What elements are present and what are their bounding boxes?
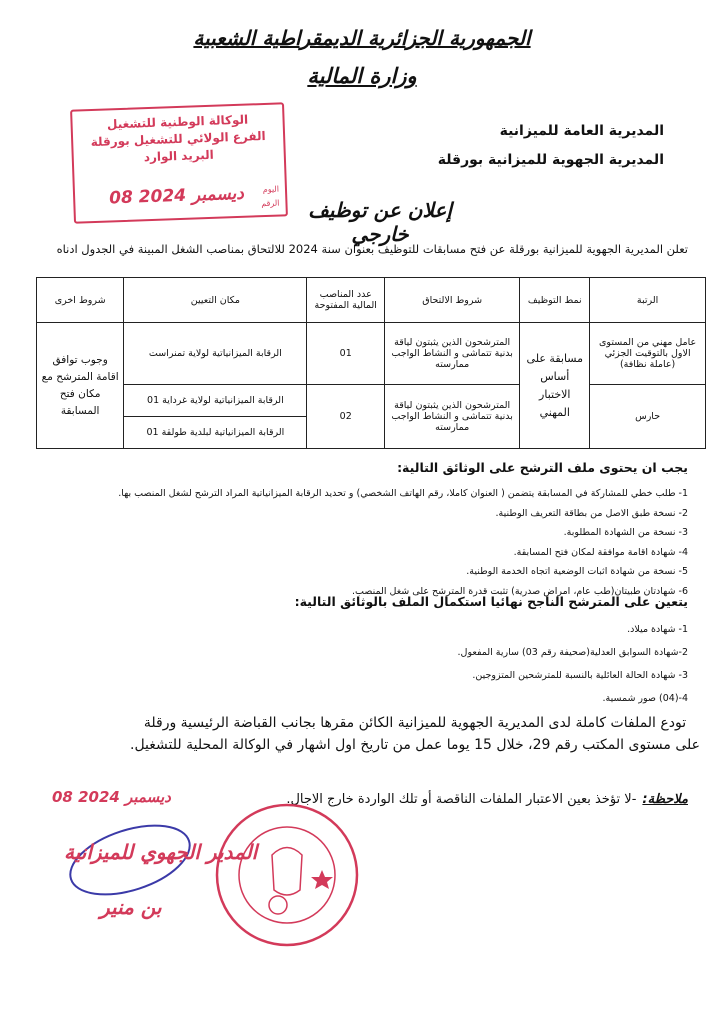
signature-title: المدير الجهوي للميزانية [64,840,258,864]
general-directorate: المديرية العامة للميزانية [499,123,664,139]
stamp-line-3: البريد الوارد [143,147,214,165]
signature-name: بن منير [100,895,162,919]
mode-cell: مسابقة على أساس الاختبار المهني [520,323,590,449]
count-cell: 02 [307,385,385,449]
list-item: 4-(04) صور شمسية. [602,693,688,704]
incoming-mail-stamp [70,102,288,223]
deposit-paragraph: تودع الملفات كاملة لدى المديرية الجهوية للميزانية الكائن مقرها بجانب القباضة الرئيسية ورقلة على مستوى المكتب رقم 29، خلال 15 يوما عمل من تاريخ اول اشهار في الوكالة المحلية للتشغيل. [130,715,700,753]
list-item: 3- شهادة الحالة العائلية بالنسبة للمترشحين المتزوجين. [472,670,688,681]
place-cell: الرقابة الميزانياتية لولاية غرداية 01 [124,385,307,417]
condition-cell: المترشحون الذين يثبتون لياقة بدنية تتماشى و النشاط الواجب ممارسته [384,385,519,449]
stamp-line-2: الفرع الولائي للتشغيل بورقلة [90,128,266,150]
final-docs-heading: يتعين على المترشح الناجح نهائيا استكمال الملف بالوثائق التالية: [294,594,688,609]
intro-paragraph: تعلن المديرية الجهوية للميزانية بورقلة عن فتح مسابقات للتوظيف بعنوان سنة 2024 للالتحاق بمناصب الشغل المبينة في الجدول ادناه [56,242,688,256]
table-row [37,323,706,385]
positions-table [36,277,706,449]
regional-directorate: المديرية الجهوية للميزانية بورقلة [437,152,664,168]
condition-cell: المترشحون الذين يثبتون لياقة بدنية تتماشى و النشاط الواجب ممارسته [384,323,519,385]
note-label: ملاحظة: [642,792,688,807]
col-header-count: عدد المناصب المالية المفتوحة [307,278,385,323]
stamp-number-label: الرقم [261,198,280,209]
count-cell: 01 [307,323,385,385]
list-item: 2- نسخة طبق الاصل من بطاقة التعريف الوطنية. [495,507,688,519]
signature-date: 08 ديسمبر 2024 [52,788,171,806]
col-header-other: شروط اخرى [37,278,124,323]
republic-header: الجمهورية الجزائرية الديمقراطية الشعبية [193,26,531,50]
col-header-conditions: شروط الالتحاق [384,278,519,323]
stamp-date: 08 ديسمبر 2024 [108,183,245,209]
col-header-rank: الرتبة [590,278,706,323]
list-item: 6- شهادتان طبيتان(طب عام، امراض صدرية) تثبت قدرة المترشح على شغل المنصب. [352,585,688,597]
list-item: 4- شهادة اقامة موافقة لمكان فتح المسابقة. [513,546,688,558]
requirements-list [28,484,688,601]
requirements-heading: يجب ان يحتوى ملف الترشح على الوثائق التالية: [397,460,688,475]
stamp-day-label: اليوم [262,184,280,195]
official-round-seal [212,800,362,950]
list-item: 3- نسخة من الشهادة المطلوبة. [563,527,688,538]
final-docs-list [28,618,688,710]
table-header-row [37,278,706,323]
col-header-place: مكان التعيين [124,278,307,323]
ministry-header: وزارة المالية [307,64,417,88]
list-item: 5- نسخة من شهادة اثبات الوضعية اتجاه الخدمة الوطنية. [466,566,688,577]
table-row [37,385,706,417]
other-conditions-cell: وجوب توافق اقامة المترشح مع مكان فتح المسابقة [37,323,124,449]
place-cell: الرقابة الميزانياتية لولاية تمنراست [124,323,307,385]
rank-cell: عامل مهني من المستوى الاول بالتوقيت الجزئي (عاملة نظافة) [590,323,706,385]
rank-cell: حارس [590,385,706,449]
place-cell: الرقابة الميزانياتية لبلدية طولقة 01 [124,417,307,449]
note-text: -لا تؤخذ بعين الاعتبار الملفات الناقصة أو تلك الواردة خارج الاجال. [286,792,637,807]
list-item: 2-شهادة السوابق العدلية(صحيفة رقم 03) سارية المفعول. [457,647,688,658]
col-header-mode: نمط التوظيف [520,278,590,323]
announcement-title: إعلان عن توظيف خارجي [308,198,452,246]
list-item: 1- شهادة ميلاد. [627,624,688,635]
stamp-line-1: الوكالة الوطنية للتشغيل [106,112,249,132]
list-item: 1- طلب خطي للمشاركة في المسابقة يتضمن ( العنوان كاملا، رقم الهاتف الشخصي) و تحديد الرقابة الميزانياتية المراد الترشح لشغل المنصب بها. [118,488,688,499]
